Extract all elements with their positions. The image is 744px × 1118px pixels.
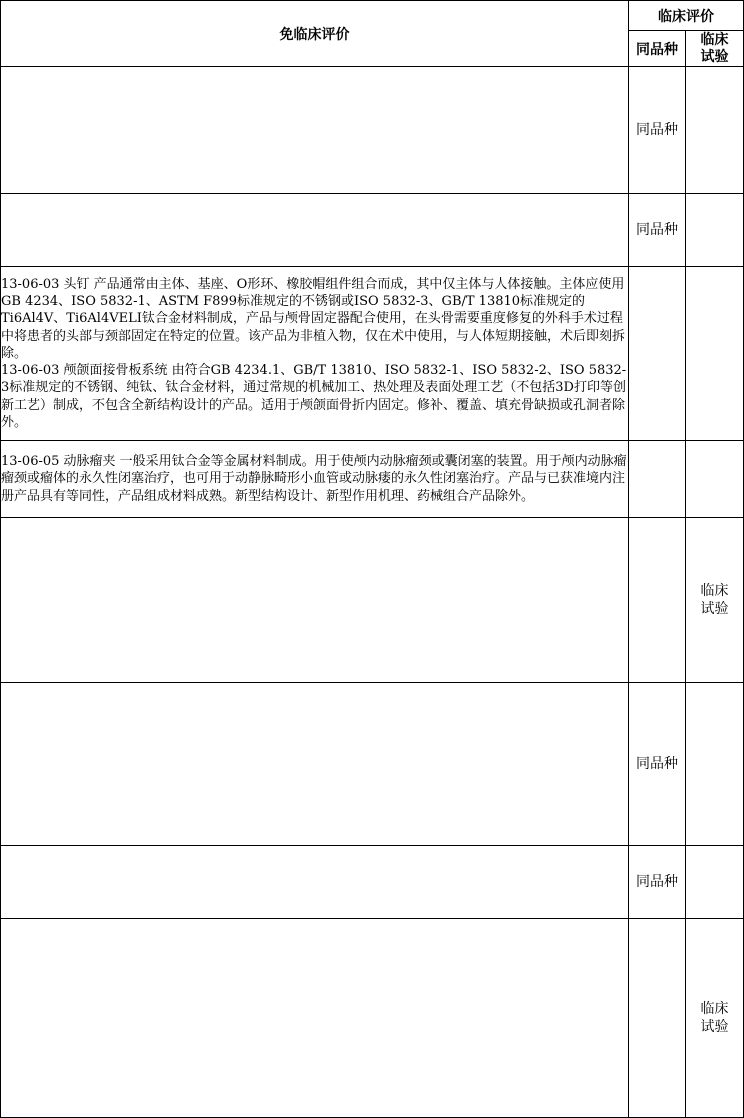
row-text-cell	[1, 683, 629, 846]
same-variety-cell: 同品种	[629, 846, 686, 919]
table-row	[1, 441, 744, 518]
header-row-1	[1, 1, 744, 31]
table-row	[1, 194, 744, 267]
trial-mark-line-1: 临床	[700, 583, 729, 599]
row-text-cell	[1, 919, 629, 1118]
item-paragraph: 13-06-05 动脉瘤夹 一般采用钛合金等金属材料制成。用于使颅内动脉瘤颈或囊闭塞的装置。用于颅内动脉瘤瘤颈或瘤体的永久性闭塞治疗，也可用于动静脉畸形小血管或动脉瘘的永久性闭塞治疗。产品与已获准境内注册产品具有等同性，产品组成材料成熟。新型结构设计、新型作用机理、药械组合产品除外。	[1, 454, 627, 504]
row-text-cell	[1, 846, 629, 919]
trial-cell	[686, 846, 744, 919]
row-text-cell	[1, 518, 629, 683]
same-variety-cell	[629, 518, 686, 683]
trial-cell	[686, 919, 744, 1118]
row-text-cell	[1, 441, 629, 518]
trial-cell	[686, 518, 744, 683]
table-row	[1, 67, 744, 194]
trial-header-line-2: 试验	[700, 48, 729, 65]
trial-cell	[686, 683, 744, 846]
clinical-header: 临床评价	[629, 1, 744, 31]
trial-header-line-1: 临床	[700, 31, 729, 48]
same-variety-cell	[629, 267, 686, 441]
trial-cell	[686, 267, 744, 441]
same-variety-cell	[629, 441, 686, 518]
same-variety-cell: 同品种	[629, 67, 686, 194]
row-text-cell	[1, 194, 629, 267]
item-paragraph: 13-06-03 头钉 产品通常由主体、基座、O形环、橡胶帽组件组合而成，其中仅主体与人体接触。主体应使用GB 4234、ISO 5832-1、ASTM F899标准规定的不锈钢或ISO 5832-3、GB/T 13810标准规定的Ti6Al4V、Ti6Al4VELI钛合金材料制成，产品与颅骨固定器配合使用，在头骨需要重度修复的外科手术过程中将患者的头部与颈部固定在特定的位置。该产品为非植入物，仅在术中使用，与人体短期接触，术后即刻拆除。	[1, 276, 626, 361]
same-variety-header: 同品种	[629, 31, 686, 67]
same-variety-cell	[629, 919, 686, 1118]
trial-header	[686, 31, 744, 67]
table-row	[1, 518, 744, 683]
trial-mark-line-2: 试验	[700, 601, 729, 617]
trial-cell	[686, 194, 744, 267]
trial-mark-line-2: 试验	[700, 1019, 729, 1035]
table-row	[1, 683, 744, 846]
trial-cell	[686, 67, 744, 194]
same-variety-cell: 同品种	[629, 683, 686, 846]
item-paragraph: 13-06-03 颅颌面接骨板系统 由符合GB 4234.1、GB/T 13810、ISO 5832-1、ISO 5832-2、ISO 5832-3标准规定的不锈钢、纯钛、钛合金材料，通过常规的机械加工、热处理及表面处理工艺（不包括3D打印等创新工艺）制成，不包含全新结构设计的产品。适用于颅颌面骨折内固定。修补、覆盖、填充骨缺损或孔洞者除外。	[1, 363, 627, 431]
table-row	[1, 919, 744, 1118]
table-row	[1, 267, 744, 441]
same-variety-cell: 同品种	[629, 194, 686, 267]
trial-cell	[686, 441, 744, 518]
exempt-header: 免临床评价	[1, 1, 629, 67]
trial-mark-line-1: 临床	[700, 1001, 729, 1017]
table-row	[1, 846, 744, 919]
row-text-cell	[1, 67, 629, 194]
row-text-cell	[1, 267, 629, 441]
